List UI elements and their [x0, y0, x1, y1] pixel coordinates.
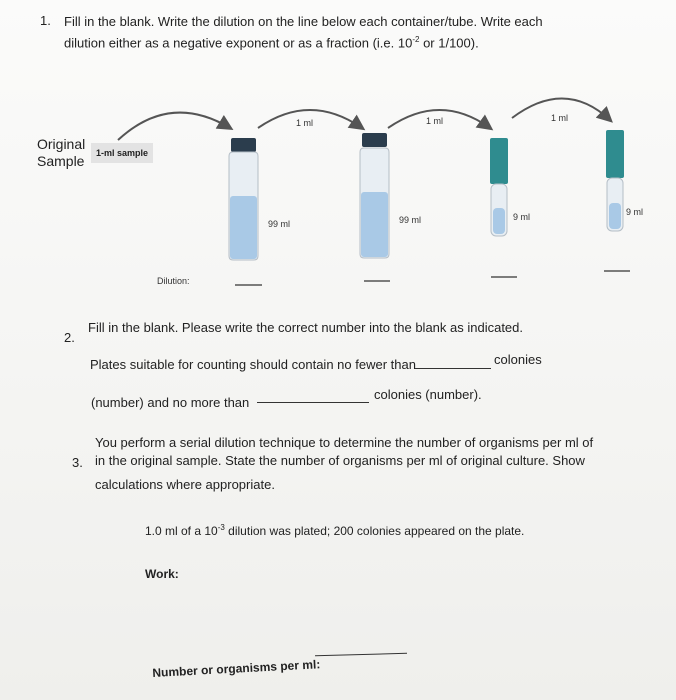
bottle-2 [360, 133, 389, 258]
q2-line1b: colonies [494, 352, 542, 367]
q2-max-blank[interactable] [257, 390, 369, 403]
tube-2 [606, 130, 624, 231]
q2-line2b: colonies (number). [374, 387, 482, 402]
original-line2: Sample [37, 153, 85, 169]
q3-given-sup: -3 [217, 523, 225, 532]
q2-line1a: Plates suitable for counting should contain no fewer than [90, 357, 416, 372]
bottle-1 [229, 138, 258, 260]
q3-line2: in the original sample. State the number of organisms per ml of original culture. Show [95, 453, 585, 468]
q2-line2a: (number) and no more than [91, 395, 250, 410]
q1-line2a: dilution either as a negative exponent or as a fraction (i.e. 10 [64, 35, 413, 51]
transfer-arrow-0 [118, 113, 230, 140]
volume-label-4: 9 ml [626, 207, 644, 217]
original-line1: Original [37, 136, 86, 152]
transfer-label-1: 1 ml [296, 118, 314, 128]
q3-given-a: 1.0 ml of a 10 [145, 524, 218, 538]
dilution-label: Dilution: [157, 276, 190, 286]
q3-line3: calculations where appropriate. [95, 477, 275, 492]
volume-label-1: 99 ml [268, 219, 291, 229]
volume-label-3: 9 ml [513, 212, 531, 222]
sample-label-box: 1-ml sample [91, 143, 153, 163]
q2-prompt: Fill in the blank. Please write the correct number into the blank as indicated. [88, 320, 524, 335]
q2-min-blank[interactable] [415, 356, 491, 369]
tube-1 [490, 138, 508, 236]
q3-work-label: Work: [145, 567, 179, 581]
q1-line2b: or 1/100). [419, 35, 479, 51]
q1-line2-sup: -2 [412, 35, 420, 44]
transfer-label-3: 1 ml [551, 113, 569, 123]
q3-given-b: dilution was plated; 200 colonies appeared on the plate. [224, 524, 525, 538]
q1-number: 1. [40, 13, 51, 28]
q3-line1: You perform a serial dilution technique to determine the number of organisms per ml of [95, 435, 594, 450]
q2-number: 2. [64, 330, 75, 345]
volume-label-2: 99 ml [399, 215, 422, 225]
transfer-label-2: 1 ml [426, 116, 444, 126]
q3-answer-label: Number or organisms per ml: [152, 657, 321, 680]
q3-number: 3. [72, 455, 83, 470]
q1-line1: Fill in the blank. Write the dilution on the line below each container/tube. Write each [64, 14, 543, 29]
q3-given [145, 519, 524, 540]
